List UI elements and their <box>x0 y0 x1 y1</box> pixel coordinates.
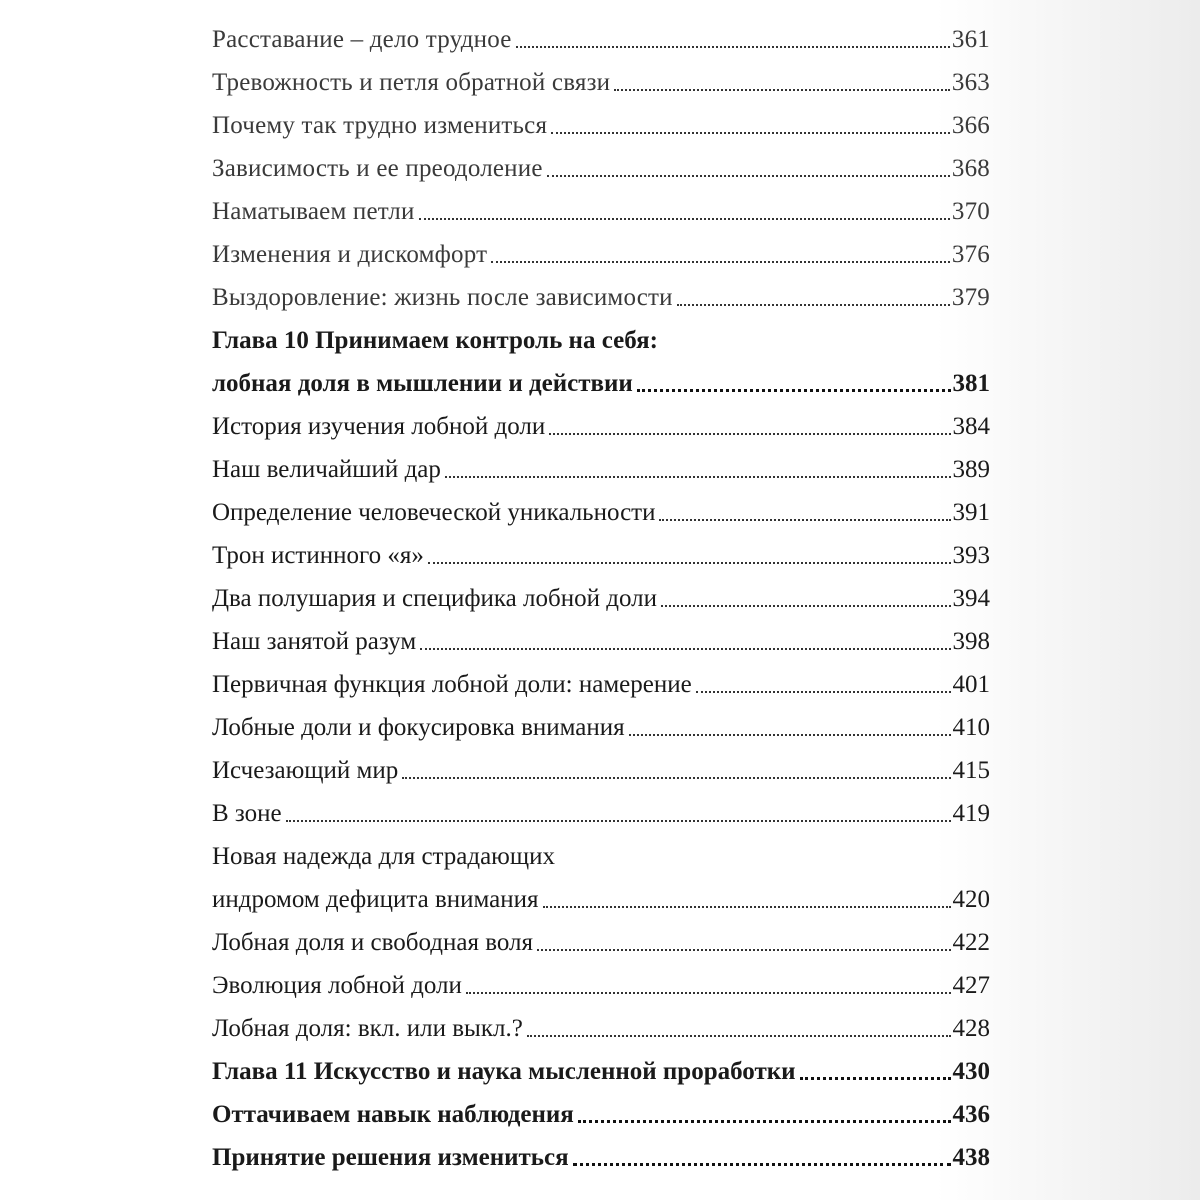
toc-entry-page-number: 410 <box>952 714 990 741</box>
toc-entry-title: Глава 10 Принимаем контроль на себя: <box>212 327 658 354</box>
toc-entry-page-number: 384 <box>952 413 990 440</box>
dot-leader <box>677 304 950 306</box>
toc-entry <box>212 700 990 743</box>
toc-entry-page-number: 393 <box>952 542 990 569</box>
dot-leader <box>549 433 950 435</box>
dot-leader <box>637 389 951 392</box>
toc-entry <box>212 528 990 571</box>
toc-entry <box>212 12 990 55</box>
dot-leader <box>573 1163 951 1166</box>
toc-entry <box>212 958 990 1001</box>
dot-leader <box>402 777 950 779</box>
toc-entry <box>212 1001 990 1044</box>
dot-leader <box>696 691 951 693</box>
toc-entry-title: индромом дефицита внимания <box>212 886 539 913</box>
dot-leader <box>578 1120 951 1123</box>
toc-entry-page-number: 389 <box>952 456 990 483</box>
dot-leader <box>659 519 950 521</box>
toc-entry <box>212 614 990 657</box>
toc-entry-title: Эволюция лобной доли <box>212 972 462 999</box>
toc-entry-title: Почему так трудно измениться <box>212 112 548 139</box>
toc-entry-page-number: 394 <box>952 585 990 612</box>
toc-entry <box>212 829 990 872</box>
toc-entry-title: Выздоровление: жизнь после зависимости <box>212 284 673 311</box>
toc-entry-page-number: 420 <box>952 886 990 913</box>
toc-entry-title: Новая надежда для страдающих <box>212 843 555 870</box>
toc-entry-page-number: 428 <box>952 1015 990 1042</box>
toc-entry-title: Два полушария и специфика лобной доли <box>212 585 657 612</box>
dot-leader <box>286 820 951 822</box>
toc-entry-page-number: 436 <box>952 1101 990 1128</box>
toc-entry-page-number: 427 <box>952 972 990 999</box>
toc-entry-title: Определение человеческой уникальности <box>212 499 656 526</box>
dot-leader <box>527 1035 951 1037</box>
toc-entry <box>212 270 990 313</box>
toc-entry-title: Лобная доля и свободная воля <box>212 929 533 956</box>
dot-leader <box>428 562 951 564</box>
dot-leader <box>543 906 951 908</box>
dot-leader <box>537 949 951 951</box>
toc-entry-page-number: 438 <box>952 1144 990 1171</box>
toc-entry-title: Оттачиваем навык наблюдения <box>212 1101 574 1128</box>
toc-entry-page-number: 430 <box>952 1058 990 1085</box>
dot-leader <box>614 89 950 91</box>
toc-entry-title: Исчезающий мир <box>212 757 399 784</box>
toc-entry-title: Зависимость и ее преодоление <box>212 155 543 182</box>
toc-entry-title: Лобная доля: вкл. или выкл.? <box>212 1015 523 1042</box>
toc-entry-title: Трон истинного «я» <box>212 542 424 569</box>
dot-leader <box>419 218 950 220</box>
toc-entry <box>212 227 990 270</box>
toc-entry-page-number: 370 <box>951 198 990 225</box>
toc-entry <box>212 442 990 485</box>
toc-entry-page-number: 368 <box>951 155 990 182</box>
toc-entry <box>212 657 990 700</box>
toc-entry-title: Лобные доли и фокусировка внимания <box>212 714 625 741</box>
dot-leader <box>491 261 950 263</box>
toc-entry-title: Принятие решения измениться <box>212 1144 569 1171</box>
toc-entry <box>212 141 990 184</box>
toc-entry <box>212 98 990 141</box>
toc-entry <box>212 399 990 442</box>
dot-leader <box>547 175 950 177</box>
toc-entry <box>212 571 990 614</box>
toc-entry <box>212 743 990 786</box>
toc-entry-title: Первичная функция лобной доли: намерение <box>212 671 692 698</box>
dot-leader <box>516 46 950 48</box>
toc-entry <box>212 356 990 399</box>
toc-entry-page-number: 401 <box>952 671 990 698</box>
toc-entry-title: Расставание – дело трудное <box>212 26 512 53</box>
toc-entry <box>212 1130 990 1173</box>
toc-entry-page-number: 391 <box>952 499 990 526</box>
toc-entry-page-number: 361 <box>951 26 990 53</box>
toc-entry-page-number: 398 <box>952 628 990 655</box>
dot-leader <box>629 734 951 736</box>
toc-entry-page-number: 366 <box>951 112 990 139</box>
toc-entry-page-number: 422 <box>952 929 990 956</box>
toc-entry-title: Изменения и дискомфорт <box>212 241 488 268</box>
toc-entry-title: лобная доля в мышлении и действии <box>212 370 633 397</box>
toc-entry <box>212 485 990 528</box>
toc-entry-page-number: 363 <box>951 69 990 96</box>
toc-entry-title: Наш величайший дар <box>212 456 441 483</box>
dot-leader <box>661 605 951 607</box>
toc-entry-title: В зоне <box>212 800 282 827</box>
toc-entry-title: Наматываем петли <box>212 198 415 225</box>
toc-entry <box>212 872 990 915</box>
toc-entry <box>212 184 990 227</box>
dot-leader <box>420 648 950 650</box>
toc-entry-page-number: 379 <box>951 284 990 311</box>
dot-leader <box>800 1077 951 1080</box>
toc-entry-page-number: 419 <box>952 800 990 827</box>
toc-entry <box>212 786 990 829</box>
toc-entry <box>212 1087 990 1130</box>
toc-entry-title: Тревожность и петля обратной связи <box>212 69 611 96</box>
toc-entry <box>212 1044 990 1087</box>
dot-leader <box>551 132 950 134</box>
toc-entry-page-number: 381 <box>952 370 990 397</box>
toc-entry-title: История изучения лобной доли <box>212 413 546 440</box>
toc-entry-title: Глава 11 Искусство и наука мысленной проработки <box>212 1058 796 1085</box>
dot-leader <box>445 476 951 478</box>
toc-entry-page-number: 415 <box>952 757 990 784</box>
toc-entry-page-number: 376 <box>951 241 990 268</box>
dot-leader <box>466 992 951 994</box>
table-of-contents <box>212 12 990 1173</box>
toc-entry <box>212 313 990 356</box>
toc-entry-title: Наш занятой разум <box>212 628 417 655</box>
toc-entry <box>212 55 990 98</box>
toc-entry <box>212 915 990 958</box>
